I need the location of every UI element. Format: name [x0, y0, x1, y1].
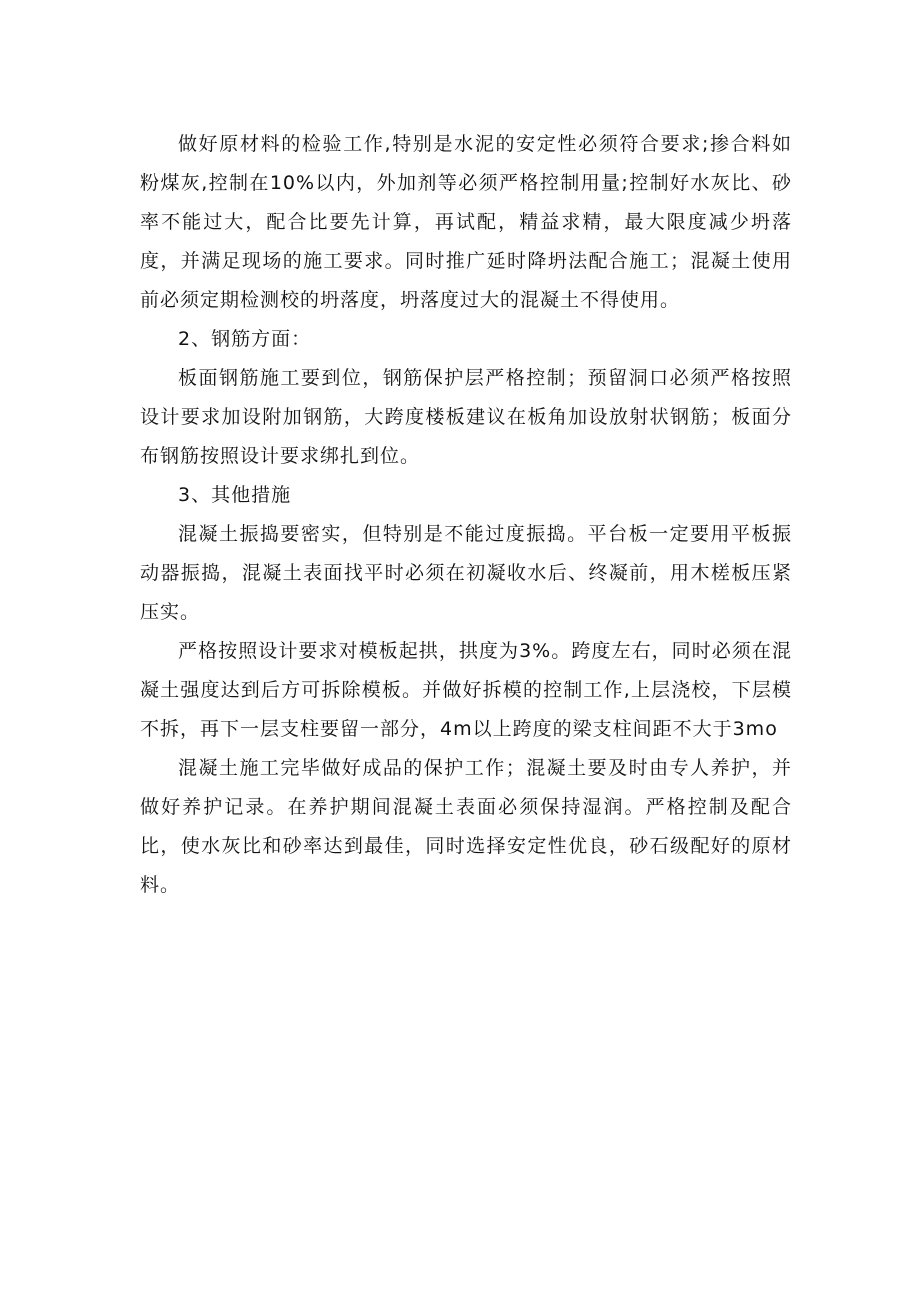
section-heading-rebar: 2、钢筋方面： — [178, 328, 312, 350]
paragraph-rebar: 板面钢筋施工要到位，钢筋保护层严格控制；预留洞口必须严格按照设计要求加设附加钢筋，大跨度楼板建议在板角加设放射状钢筋；板面分布钢筋按照设计要求绑扎到位。 — [140, 367, 792, 467]
paragraph-formwork: 严格按照设计要求对模板起拱，拱度为3%。跨度左右，同时必须在混凝土强度达到后方可拆除模板。并做好拆模的控制工作,上层浇校，下层模不拆，再下一层支柱要留一部分，4m以上跨度的梁支柱间距不大于3mo — [140, 640, 792, 740]
paragraph-raw-materials: 做好原材料的检验工作,特别是水泥的安定性必须符合要求;掺合料如粉煤灰,控制在10%以内，外加剂等必须严格控制用量;控制好水灰比、砂率不能过大，配合比要先计算，再试配，精益求精，最大限度减少坍落度，并满足现场的施工要求。同时推广延时降坍法配合施工；混凝土使用前必须定期检测校的坍落度，坍落度过大的混凝土不得使用。 — [140, 133, 792, 311]
paragraph-curing: 混凝土施工完毕做好成品的保护工作；混凝土要及时由专人养护，并做好养护记录。在养护期间混凝土表面必须保持湿润。严格控制及配合比，使水灰比和砂率达到最佳，同时选择安定性优良，砂石级配好的原材料。 — [140, 757, 792, 896]
document-body — [140, 125, 792, 905]
section-heading-other-measures: 3、其他措施 — [178, 484, 292, 506]
paragraph-vibration: 混凝土振捣要密实，但特别是不能过度振捣。平台板一定要用平板振动器振捣，混凝土表面找平时必须在初凝收水后、终凝前，用木槎板压紧压实。 — [140, 523, 792, 623]
